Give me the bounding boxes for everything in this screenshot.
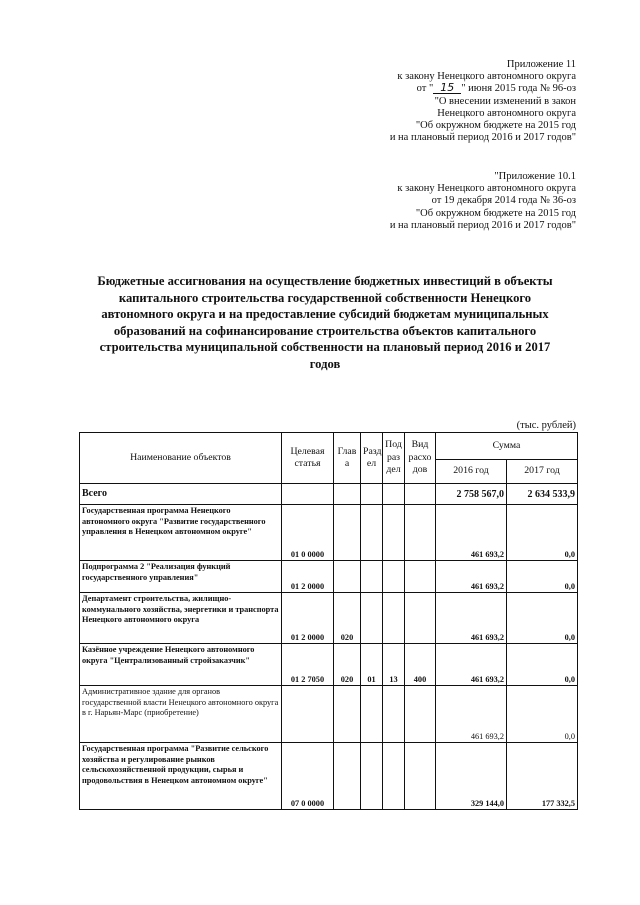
budget-table	[79, 432, 578, 810]
appendix-law-ref: к закону Ненецкого автономного округа	[397, 71, 576, 83]
row-2016: 461 693,2	[436, 644, 507, 686]
row-subsection	[383, 593, 405, 644]
row-2017: 0,0	[507, 644, 578, 686]
row-section	[361, 743, 383, 810]
row-type	[405, 505, 436, 561]
appendix-orig-number: "Приложение 10.1	[494, 171, 576, 182]
appendix-orig-date: от 19 декабря 2014 года № 36-оз	[431, 195, 576, 207]
col-header-type: Вид расхо дов	[405, 433, 436, 484]
document-title	[70, 273, 580, 373]
col-header-section: Разд ел	[361, 433, 383, 484]
table-row	[80, 505, 578, 561]
row-2016: 461 693,2	[436, 505, 507, 561]
appendix-orig-line-5: и на плановый период 2016 и 2017 годов"	[389, 219, 576, 231]
appendix-orig-line-4: "Об окружном бюджете на 2015 год	[415, 207, 576, 219]
title-line: автономного округа и на предоставление субсидий бюджетам муниципальных	[101, 307, 549, 322]
col-header-subsection: Под раз дел	[383, 433, 405, 484]
col-header-2016: 2016 год	[436, 460, 507, 484]
row-chapter: 020	[334, 644, 361, 686]
title-line: годов	[309, 356, 341, 371]
row-target: 01 2 0000	[282, 561, 334, 593]
row-name: Государственная программа Ненецкого автономного округа "Развитие государственного управления в Ненецком автономном округе"	[80, 505, 282, 561]
units-label: (тыс. рублей)	[516, 420, 576, 431]
row-name: Административное здание для органов государственной власти Ненецкого автономного округа в г. Нарьян-Марс (приобретение)	[80, 686, 282, 743]
row-2016: 2 758 567,0	[436, 484, 507, 505]
row-name: Всего	[80, 484, 282, 505]
appendix-line-7: и на плановый период 2016 и 2017 годов"	[389, 132, 576, 144]
table-row	[80, 644, 578, 686]
title-line: Бюджетные ассигнования на осуществление бюджетных инвестиций в объекты	[97, 274, 553, 288]
title-line: строительства муниципальной собственности на плановый период 2016 и 2017	[99, 340, 551, 355]
row-2017: 0,0	[507, 593, 578, 644]
row-chapter	[334, 743, 361, 810]
row-section	[361, 561, 383, 593]
table-row	[80, 561, 578, 593]
row-2017: 177 332,5	[507, 743, 578, 810]
row-name: Подпрограмма 2 "Реализация функций государственного управления"	[80, 561, 282, 593]
row-section	[361, 505, 383, 561]
row-chapter	[334, 686, 361, 743]
appendix-line-5: Ненецкого автономного округа	[437, 107, 576, 119]
row-2016: 329 144,0	[436, 743, 507, 810]
title-line: образований на софинансирование строительства объектов капитального	[113, 323, 537, 338]
row-type	[405, 686, 436, 743]
title-line: капитального строительства государственной собственности Ненецкого	[118, 290, 532, 305]
col-header-2017: 2017 год	[507, 460, 578, 484]
row-2016: 461 693,2	[436, 686, 507, 743]
row-type	[405, 743, 436, 810]
row-chapter	[334, 505, 361, 561]
col-header-sum: Сумма	[436, 433, 578, 460]
table-row-total	[80, 484, 578, 505]
row-2016: 461 693,2	[436, 593, 507, 644]
appendix-header-original	[390, 171, 576, 232]
row-type: 400	[405, 644, 436, 686]
col-header-chapter: Глав а	[334, 433, 361, 484]
row-subsection	[383, 743, 405, 810]
col-header-target: Целевая статья	[282, 433, 334, 484]
row-target: 01 0 0000	[282, 505, 334, 561]
table-row	[80, 686, 578, 743]
col-header-name: Наименование объектов	[80, 433, 282, 484]
row-name: Департамент строительства, жилищно-коммунального хозяйства, энергетики и транспорта Ненецкого автономного округа	[80, 593, 282, 644]
appendix-date-line: от " 15 " июня 2015 года № 96-оз	[416, 81, 576, 95]
row-2016: 461 693,2	[436, 561, 507, 593]
appendix-header	[390, 59, 576, 144]
row-subsection	[383, 505, 405, 561]
row-2017: 2 634 533,9	[507, 484, 578, 505]
table-row	[80, 593, 578, 644]
row-subsection	[383, 686, 405, 743]
row-target: 07 0 0000	[282, 743, 334, 810]
row-name: Государственная программа "Развитие сельского хозяйства и регулирование рынков сельскохозяйственной продукции, сырья и продовольствия в Ненецком автономном округе"	[80, 743, 282, 810]
row-type	[405, 593, 436, 644]
row-subsection: 13	[383, 644, 405, 686]
appendix-orig-law-ref: к закону Ненецкого автономного округа	[397, 183, 576, 195]
table-row	[80, 743, 578, 810]
row-2017: 0,0	[507, 561, 578, 593]
row-section: 01	[361, 644, 383, 686]
row-type	[405, 561, 436, 593]
row-target: 01 2 7050	[282, 644, 334, 686]
row-name: Казённое учреждение Ненецкого автономного округа "Централизованный стройзаказчик"	[80, 644, 282, 686]
row-chapter	[334, 561, 361, 593]
appendix-line-6: "Об окружном бюджете на 2015 год	[415, 120, 576, 132]
row-subsection	[383, 561, 405, 593]
row-target: 01 2 0000	[282, 593, 334, 644]
row-chapter: 020	[334, 593, 361, 644]
row-2017: 0,0	[507, 505, 578, 561]
row-section	[361, 686, 383, 743]
row-section	[361, 593, 383, 644]
row-target	[282, 686, 334, 743]
row-2017: 0,0	[507, 686, 578, 743]
appendix-number: Приложение 11	[506, 59, 576, 70]
handwritten-day: 15	[433, 83, 461, 94]
appendix-line-4: "О внесении изменений в закон	[434, 95, 576, 107]
